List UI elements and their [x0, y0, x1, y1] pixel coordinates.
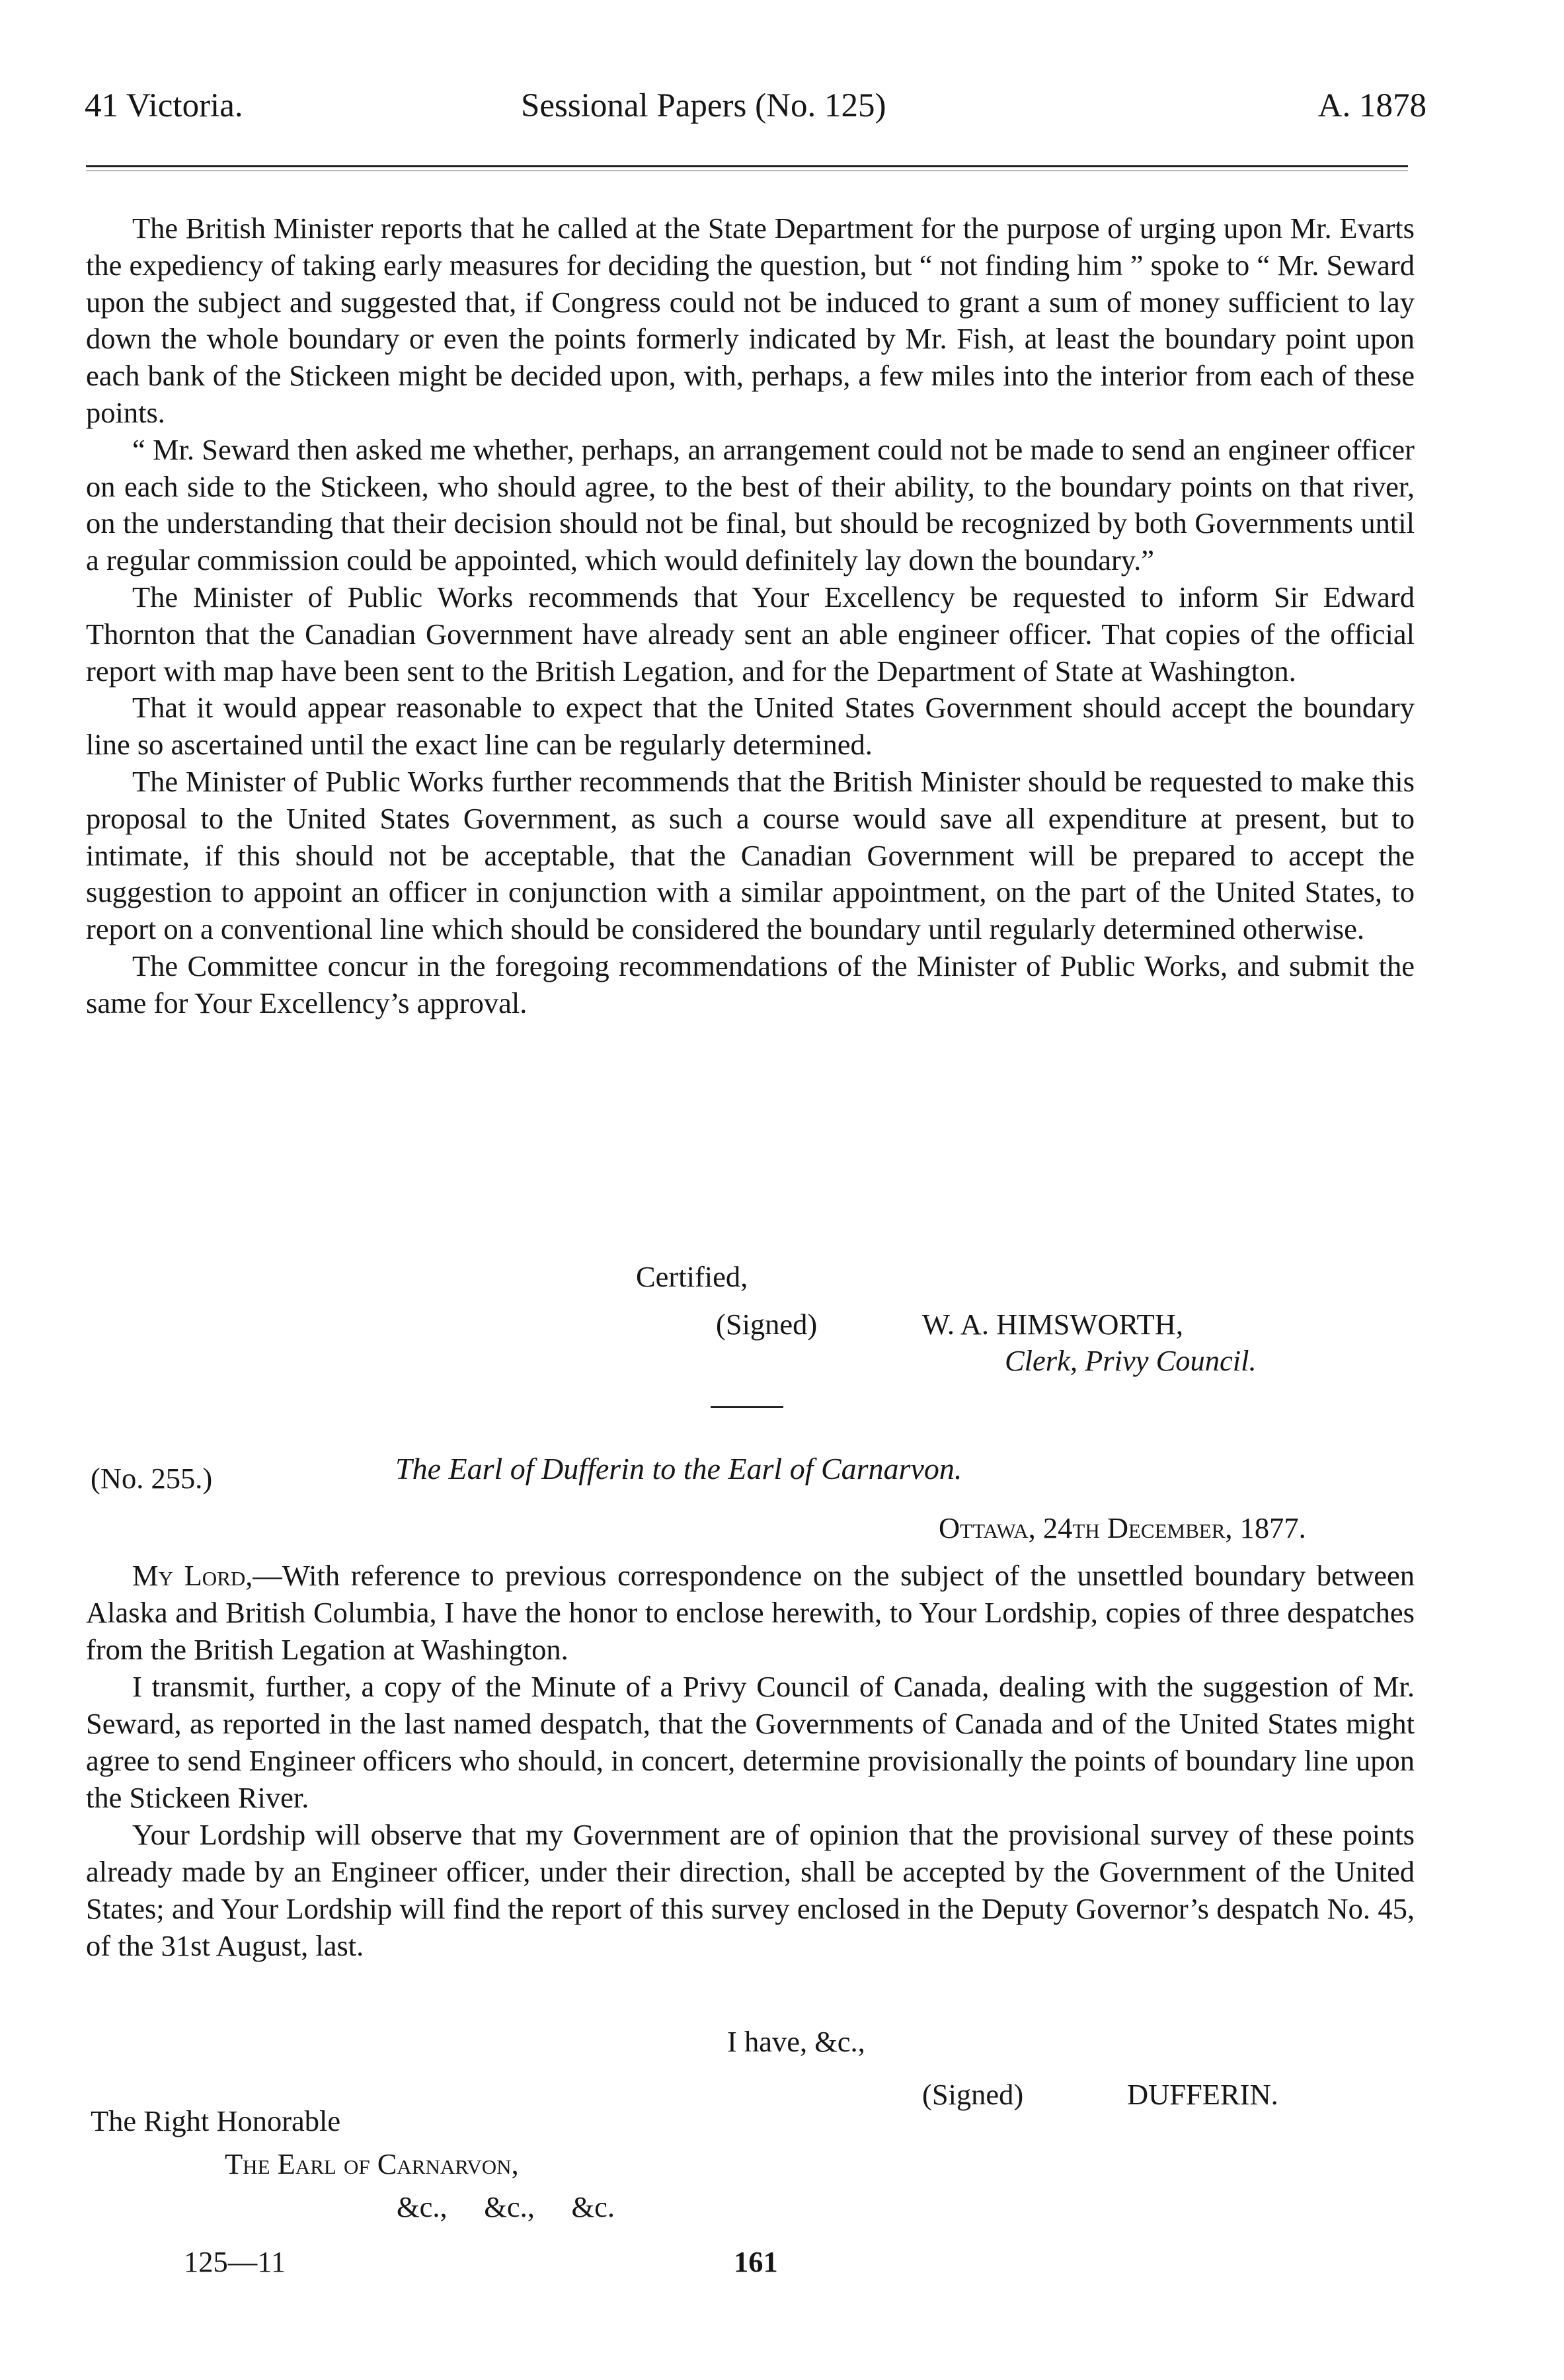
paragraph: The Minister of Public Works further recommends that the British Minister should be requested to make this proposal to the United States Government, as such a course would save all expenditure at present, but to intimate, if this should not be acceptable, that the Canadian Government will be prepared to accept the suggestion to appoint an officer in conjunction with a similar appointment, on the part of the United States, to report on a conventional line which should be considered the boundary until regularly determined otherwise.	[86, 764, 1415, 946]
letter-title: The Earl of Dufferin to the Earl of Carnarvon.	[395, 1452, 962, 1486]
address-line: The Earl of Carnarvon,	[225, 2147, 519, 2180]
paragraph: The British Minister reports that he called at the State Department for the purpose of urging upon Mr. Evarts the expediency of taking early measures for deciding the question, but “ not finding him ” spoke to “ Mr. Seward upon the subject and suggested that, if Congress could not be induced to grant a sum of money sufficient to lay down the whole boundary or even the points formerly indicated by Mr. Fish, at least the boundary point upon each bank of the Stickeen might be decided upon, with, perhaps, a few miles into the interior from each of these points.	[86, 212, 1415, 429]
header-right: A. 1878	[1317, 87, 1427, 124]
paragraph: The Minister of Public Works recommends that Your Excellency be requested to inform Sir Edward Thornton that the Canadian Government have already sent an able engineer officer. That copies of the official report with map have been sent to the British Legation, and for the Department of State at Washington.	[86, 580, 1415, 688]
letter-number: (No. 255.)	[91, 1462, 213, 1495]
paragraph: The Committee concur in the foregoing recommendations of the Minister of Public Works, and submit the same for Your Excellency’s approval.	[86, 949, 1415, 1019]
letter-signature: DUFFERIN.	[1127, 2078, 1278, 2111]
dateline: Ottawa, 24th December, 1877.	[939, 1511, 1306, 1544]
letter-paragraph: I transmit, further, a copy of the Minute of a Privy Council of Canada, dealing with the suggestion of Mr. Seward, as reported in the last named despatch, that the Governments of Canada and of the United States might agree to send Engineer officers who should, in concert, determine provisionally the points of boundary line upon the Stickeen River.	[86, 1670, 1415, 1814]
section-divider	[711, 1406, 783, 1408]
page-number: 161	[734, 2245, 778, 2278]
header-left: 41 Victoria.	[85, 87, 243, 124]
footer-reference: 125—11	[184, 2245, 286, 2278]
letter-paragraph: Your Lordship will observe that my Government are of opinion that the provisional survey of these points already made by an Engineer officer, under their direction, shall be accepted by the Government of the United States; and Your Lordship will find the report of this survey enclosed in the Deputy Governor’s despatch No. 45, of the 31st August, last.	[86, 1818, 1415, 1962]
minute-body	[86, 210, 1415, 1022]
letter-paragraph	[86, 1557, 1415, 1668]
running-header	[85, 78, 1427, 134]
salutation: My Lord,	[132, 1559, 253, 1592]
paragraph: “ Mr. Seward then asked me whether, perhaps, an arrangement could not be made to send an engineer officer on each side to the Stickeen, who should agree, to the best of their ability, to the boundary points on that river, on the understanding that their decision should not be final, but should be recognized by both Governments until a regular commission could be appointed, which would definitely lay down the boundary.”	[86, 432, 1415, 577]
closing: I have, &c.,	[727, 2025, 865, 2058]
signed-label: (Signed)	[716, 1308, 818, 1341]
address-line: The Right Honorable	[91, 2104, 341, 2137]
header-rule	[86, 165, 1408, 167]
certified-label: Certified,	[636, 1260, 748, 1293]
address-line: &c., &c., &c.	[397, 2190, 615, 2223]
paragraph: That it would appear reasonable to expect that the United States Government should accept the boundary line so ascertained until the exact line can be regularly determined.	[86, 691, 1415, 762]
letter-body	[86, 1557, 1415, 1964]
header-center: Sessional Papers (No. 125)	[521, 87, 886, 124]
letter-paragraph-text: —With reference to previous correspondence on the subject of the unsettled boundary between Alaska and British Columbia, I have the honor to enclose herewith, to Your Lordship, copies of three despatches from the British Legation at Washington.	[86, 1559, 1415, 1666]
letter-signed-label: (Signed)	[922, 2078, 1024, 2111]
signatory-title: Clerk, Privy Council.	[1005, 1344, 1257, 1377]
signatory-name: W. A. HIMSWORTH,	[922, 1308, 1183, 1341]
